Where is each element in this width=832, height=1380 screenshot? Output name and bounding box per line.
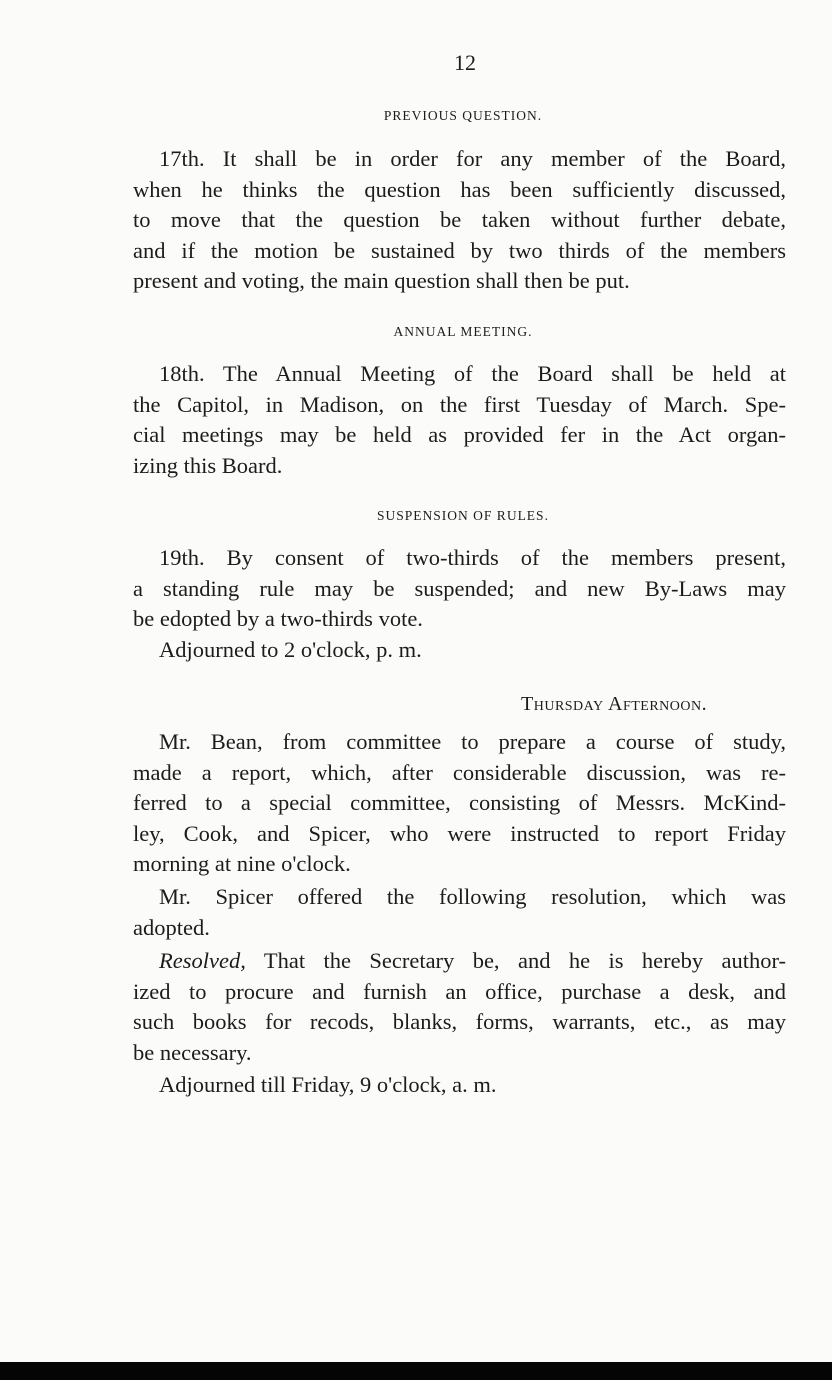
text-line: made a report, which, after considerable discussion, was re- — [133, 759, 786, 785]
text-line: morning at nine o'clock. — [133, 851, 351, 876]
text-line: adopted. — [133, 914, 210, 940]
text-line: be edopted by a two-thirds vote. — [133, 606, 423, 631]
text-line: ley, Cook, and Spicer, who were instructed to report Friday — [133, 820, 786, 846]
scan-edge-bar — [0, 1362, 832, 1380]
paragraph-rule-18 — [133, 359, 786, 481]
text-line: cial meetings may be held as provided fer in the Act organ- — [133, 422, 786, 447]
text-line: the Capitol, in Madison, on the first Tuesday of March. Spe- — [133, 391, 786, 417]
heading-previous-question: PREVIOUS QUESTION. — [383, 108, 543, 123]
text-line: 19th. By consent of two-thirds of the members present, — [159, 545, 786, 570]
paragraph-resolution-offer — [133, 882, 786, 943]
resolved-text: That the Secretary be, and he is hereby author- — [263, 948, 787, 973]
text-line: ferred to a special committee, consisting of Messrs. McKind- — [133, 790, 786, 815]
text-line: when he thinks the question has been sufficiently discussed, — [133, 176, 786, 202]
text-line: a standing rule may be suspended; and new By-Laws may — [133, 575, 786, 601]
heading-suspension-of-rules: SUSPENSION OF RULES. — [377, 508, 549, 523]
text-line: ized to procure and furnish an office, purchase a desk, and — [133, 978, 786, 1004]
paragraph-rule-17 — [133, 144, 786, 297]
text-line: 18th. The Annual Meeting of the Board shall be held at — [159, 361, 786, 386]
heading-thursday-afternoon: Thursday Afternoon. — [521, 693, 708, 715]
adjourned-line: Adjourned to 2 o'clock, p. m. — [159, 636, 422, 662]
paragraph-rule-19 — [133, 543, 786, 665]
text-line: such books for recods, blanks, forms, warrants, etc., as may — [133, 1009, 786, 1034]
page-number: 12 — [454, 50, 476, 75]
text-line: 17th. It shall be in order for any member of the Board, — [159, 146, 786, 171]
text-line: to move that the question be taken without further debate, — [133, 207, 786, 232]
text-line: and if the motion be sustained by two thirds of the members — [133, 237, 786, 263]
paragraph-adjourned-friday — [133, 1070, 786, 1101]
resolved-label: Resolved, — [159, 948, 246, 973]
text-line: be necessary. — [133, 1039, 252, 1065]
heading-annual-meeting: ANNUAL MEETING. — [393, 324, 533, 339]
text-line: Mr. Bean, from committee to prepare a course of study, — [159, 729, 786, 754]
text-line — [133, 946, 786, 977]
paragraph-committee-report — [133, 727, 786, 880]
paragraph-resolved — [133, 946, 786, 1068]
text-line: izing this Board. — [133, 452, 283, 478]
text-line: present and voting, the main question shall then be put. — [133, 268, 630, 293]
text-line: Mr. Spicer offered the following resolution, which was — [159, 884, 786, 909]
adjourned-line: Adjourned till Friday, 9 o'clock, a. m. — [159, 1072, 497, 1097]
